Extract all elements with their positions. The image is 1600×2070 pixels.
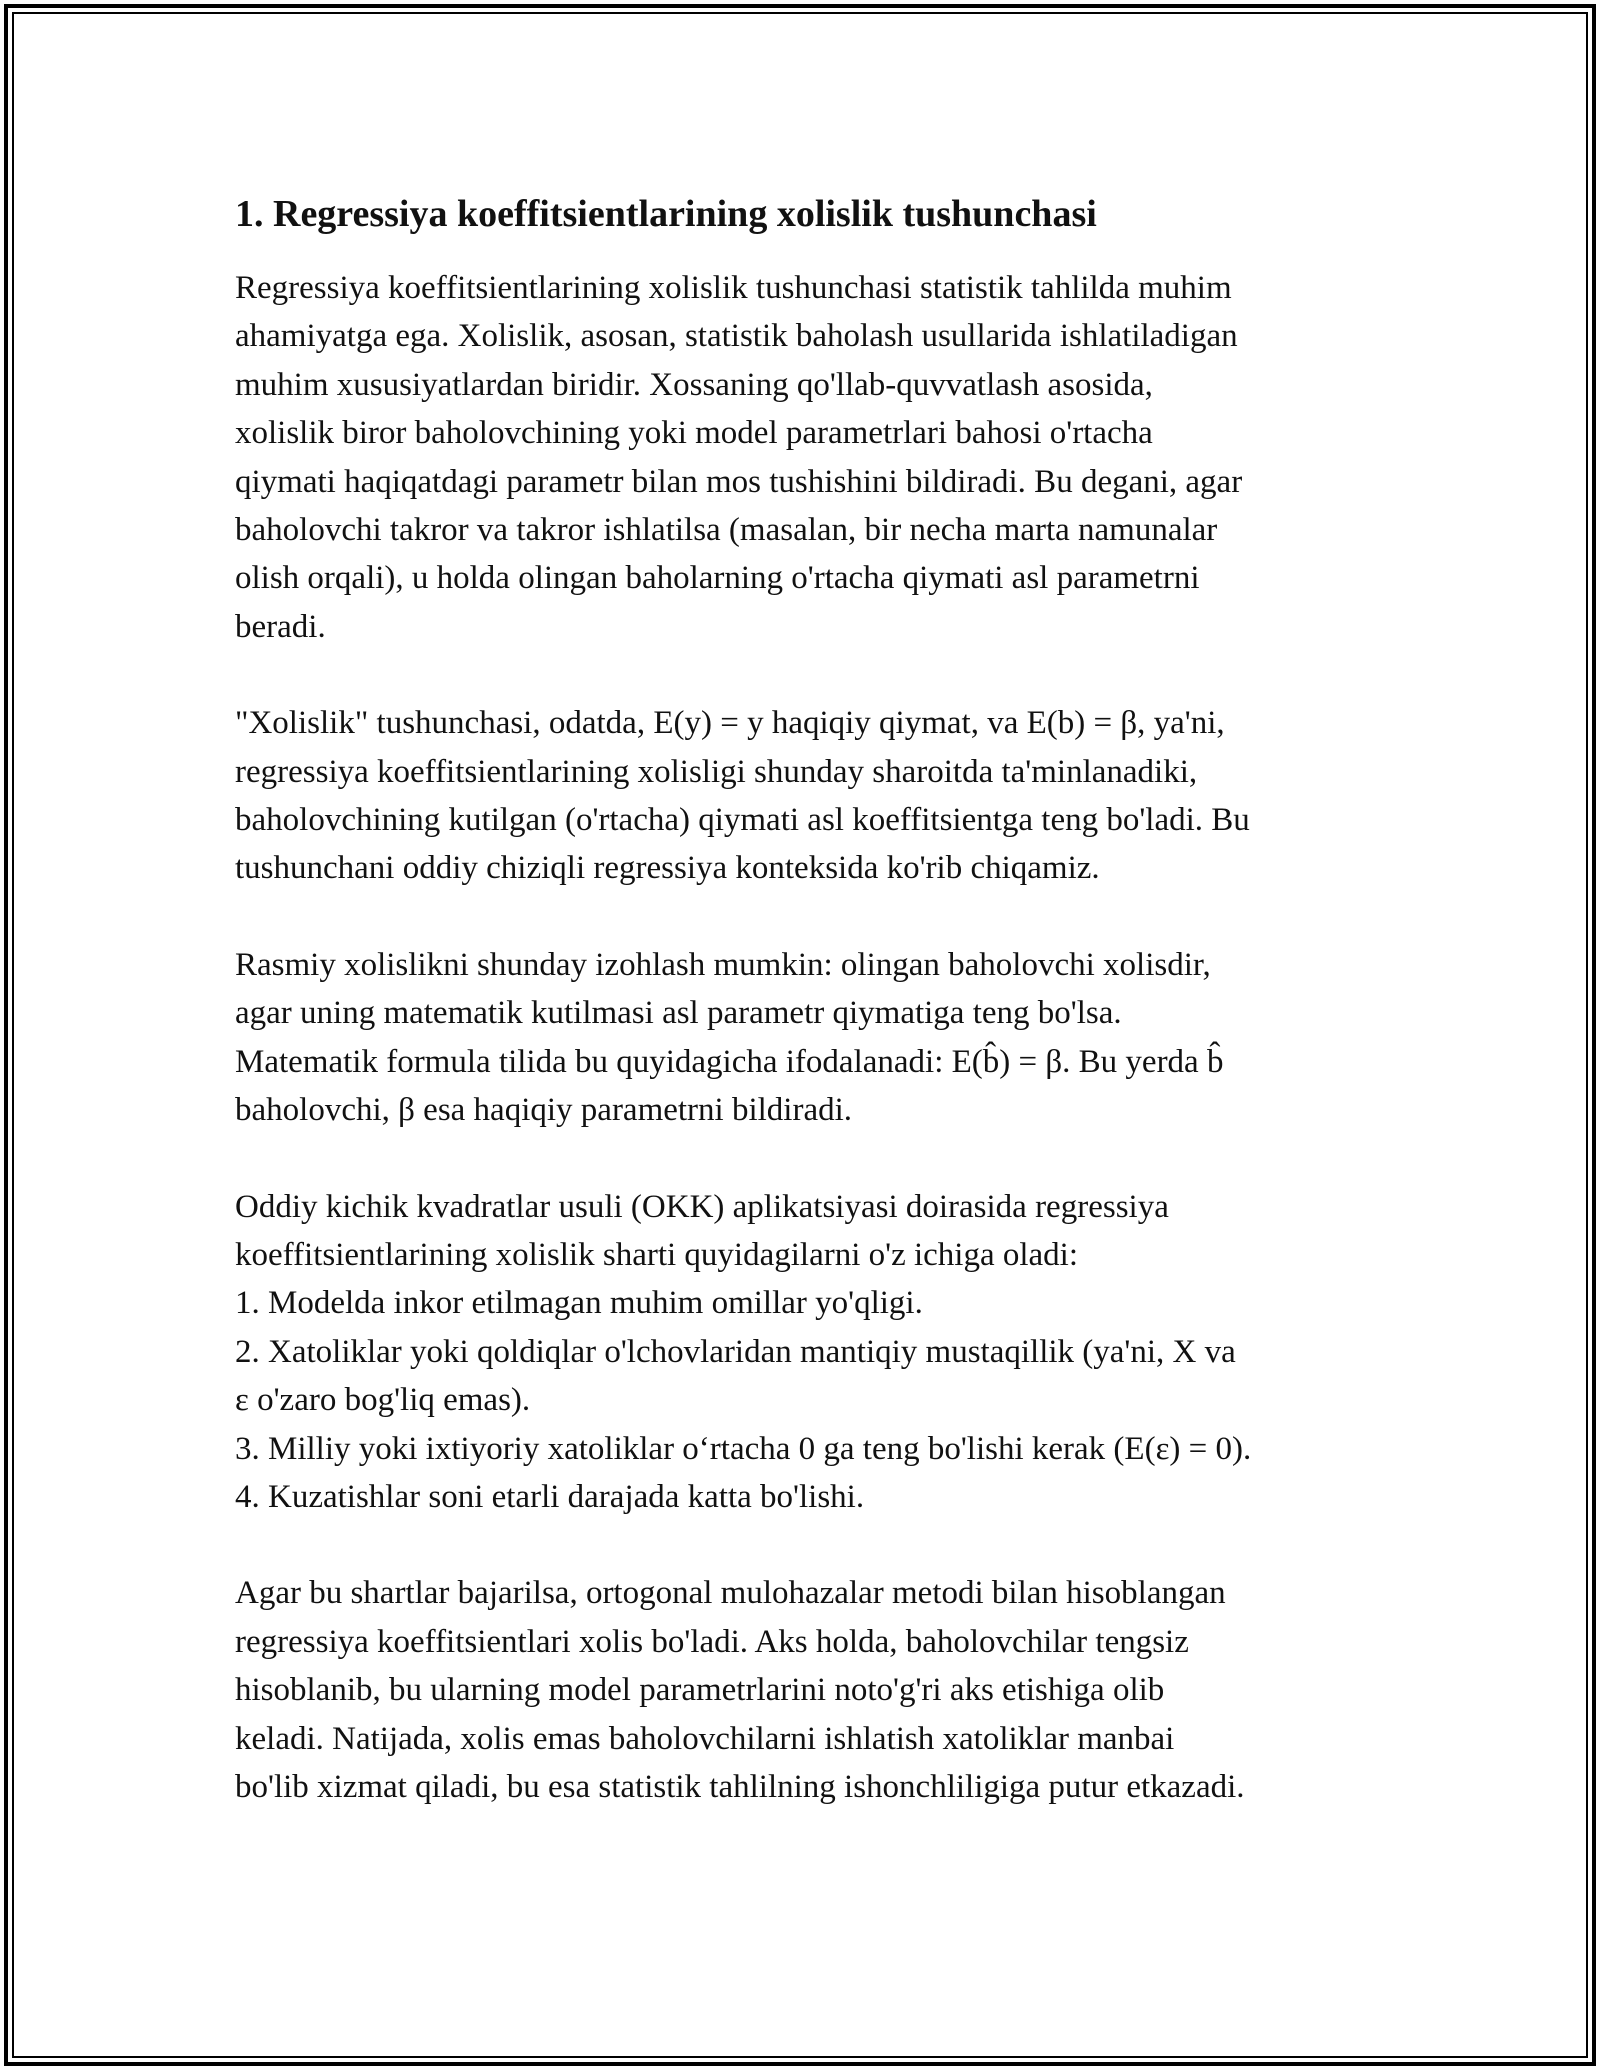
text-line: xolislik biror baholovchining yoki model parametrlari bahosi o'rtacha [235, 415, 1153, 452]
text-line: 3. Milliy yoki ixtiyoriy xatoliklar o‘rtacha 0 ga teng bo'lishi kerak (E(ε) = 0). [235, 1430, 1252, 1467]
text-line: regressiya koeffitsientlari xolis bo'ladi. Aks holda, baholovchilar tengsiz [235, 1623, 1189, 1660]
paragraph [235, 941, 1395, 1135]
text-line: "Xolislik" tushunchasi, odatda, E(y) = y haqiqiy qiymat, va E(b) = β, ya'ni, [235, 705, 1225, 742]
text-line: tushunchani oddiy chiziqli regressiya konteksida ko'rib chiqamiz. [235, 850, 1100, 887]
text-line: baholovchi takror va takror ishlatilsa (masalan, bir necha marta namunalar [235, 512, 1218, 549]
text-line: keladi. Natijada, xolis emas baholovchilarni ishlatish xatoliklar manbai [235, 1720, 1175, 1757]
paragraph [235, 1183, 1395, 1522]
text-line: olish orqali), u holda olingan baholarning o'rtacha qiymati asl parametrni [235, 560, 1200, 597]
text-line: hisoblanib, bu ularning model parametrlarini noto'g'ri aks etishiga olib [235, 1672, 1165, 1709]
paragraph-list [235, 264, 1395, 1811]
text-line: regressiya koeffitsientlarining xolisligi shunday sharoitda ta'minlanadiki, [235, 753, 1198, 790]
text-line: beradi. [235, 608, 326, 645]
text-line: ε o'zaro bog'liq emas). [235, 1382, 531, 1419]
text-line: 2. Xatoliklar yoki qoldiqlar o'lchovlaridan mantiqiy mustaqillik (ya'ni, X va [235, 1333, 1236, 1370]
paragraph [235, 264, 1395, 651]
text-line: baholovchi, β esa haqiqiy parametrni bildiradi. [235, 1092, 853, 1129]
text-line: koeffitsientlarining xolislik sharti quyidagilarni o'z ichiga oladi: [235, 1236, 1078, 1273]
paragraph [235, 1569, 1395, 1811]
text-line: bo'lib xizmat qiladi, bu esa statistik tahlilning ishonchliligiga putur etkazadi. [235, 1768, 1245, 1805]
document-heading: 1. Regressiya koeffitsientlarining xolislik tushunchasi [235, 193, 1097, 235]
text-line: ahamiyatga ega. Xolislik, asosan, statistik baholash usullarida ishlatiladigan [235, 318, 1238, 355]
text-line: 1. Modelda inkor etilmagan muhim omillar yo'qligi. [235, 1285, 923, 1322]
text-line: Agar bu shartlar bajarilsa, ortogonal mulohazalar metodi bilan hisoblangan [235, 1575, 1226, 1612]
document-body [235, 188, 1395, 1811]
text-line: Matematik formula tilida bu quyidagicha ifodalanadi: E(b̂) = β. Bu yerda b̂ [235, 1043, 1224, 1080]
text-line: Regressiya koeffitsientlarining xolislik tushunchasi statistik tahlilda muhim [235, 270, 1232, 306]
text-line: Oddiy kichik kvadratlar usuli (OKK) aplikatsiyasi doirasida regressiya [235, 1188, 1169, 1225]
text-line: agar uning matematik kutilmasi asl parametr qiymatiga teng bo'lsa. [235, 995, 1122, 1032]
text-line: Rasmiy xolislikni shunday izohlash mumkin: olingan baholovchi xolisdir, [235, 946, 1211, 983]
text-line: muhim xususiyatlardan biridir. Xossaning qo'llab-quvvatlash asosida, [235, 366, 1153, 403]
text-line: 4. Kuzatishlar soni etarli darajada katta bo'lishi. [235, 1478, 865, 1515]
text-line: baholovchining kutilgan (o'rtacha) qiymati asl koeffitsientga teng bo'ladi. Bu [235, 802, 1250, 839]
text-line: qiymati haqiqatdagi parametr bilan mos tushishini bildiradi. Bu degani, agar [235, 463, 1243, 500]
paragraph [235, 699, 1395, 893]
